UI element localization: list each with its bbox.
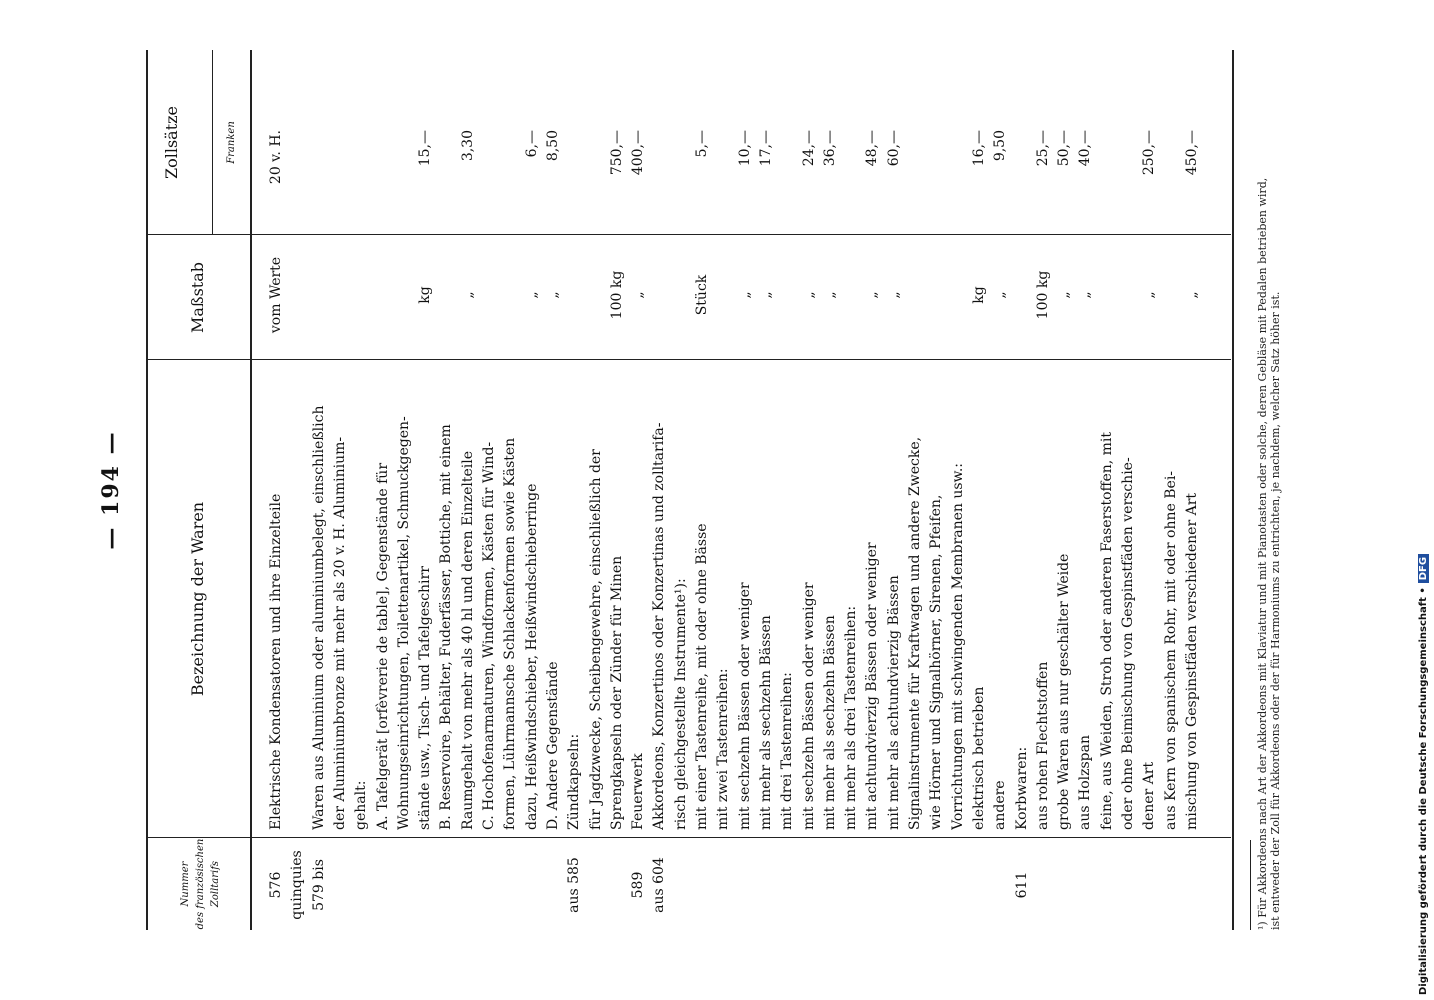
footnote	[1256, 50, 1282, 930]
row-unit: 100 kg	[608, 270, 625, 320]
header-nummer: Nummer des französischen Zolltarifs	[180, 838, 221, 930]
row-description: grobe Waren aus nur geschälter Weide	[1056, 553, 1073, 830]
top-rule	[146, 50, 148, 930]
row-description: risch gleichgestellte Instrumente¹):	[672, 578, 689, 830]
table-row	[630, 50, 648, 930]
row-unit: „	[1077, 291, 1094, 299]
row-description: Feuerwerk	[630, 753, 647, 830]
row-description: für Jagdzwecke, Scheibengewehre, einschließlich der	[587, 449, 604, 830]
table-row	[1014, 50, 1032, 930]
table-row	[566, 50, 584, 930]
table-row	[438, 50, 456, 930]
row-number: 589	[630, 871, 647, 899]
row-description: mit mehr als sechzehn Bässen	[821, 615, 838, 830]
table-row	[737, 50, 755, 930]
table-row	[886, 50, 904, 930]
footnote-rule	[1250, 840, 1251, 930]
row-unit: „	[523, 291, 540, 299]
table-row	[311, 50, 329, 930]
table-row	[843, 50, 861, 930]
row-description: mit achtundvierzig Bässen oder weniger	[864, 542, 881, 830]
row-description: gehalt:	[353, 780, 370, 830]
row-unit: „	[544, 291, 561, 299]
row-description: Akkordeons, Konzertinos oder Konzertinas und zolltarifa-	[651, 422, 668, 830]
row-rate: 25,—	[1034, 130, 1051, 167]
table-row	[715, 50, 733, 930]
row-rate: 36,—	[821, 130, 838, 167]
page-number: — 194 —	[98, 430, 124, 550]
row-number: quinquies	[289, 850, 306, 920]
row-description: mit mehr als drei Tastenreihen:	[843, 605, 860, 830]
row-unit: vom Werte	[268, 256, 284, 334]
table-row	[694, 50, 712, 930]
table-row	[375, 50, 393, 930]
header-franken: Franken	[226, 121, 237, 164]
row-rate: 10,—	[736, 130, 753, 167]
row-rate: 60,—	[885, 130, 902, 167]
table-row	[1163, 50, 1181, 930]
row-description: mit drei Tastenreihen:	[779, 672, 796, 830]
header-massstab: Maßstab	[188, 261, 207, 334]
table-row	[609, 50, 627, 930]
row-unit: „	[821, 291, 838, 299]
row-rate: 6,—	[523, 130, 540, 158]
table-row	[417, 50, 435, 930]
row-description: stände usw., Tisch- und Tafelgeschirr	[417, 566, 434, 830]
row-description: dazu, Heißwindschieber, Heißwindschieberringe	[523, 483, 540, 830]
table-row	[481, 50, 499, 930]
row-number: 611	[1013, 871, 1030, 899]
row-unit: „	[459, 291, 476, 299]
table-row	[1056, 50, 1074, 930]
row-unit: „	[1141, 291, 1158, 299]
table-row	[1141, 50, 1159, 930]
row-description: Vorrichtungen mit schwingenden Membranen usw.:	[949, 462, 966, 830]
row-description: mit sechzehn Bässen oder weniger	[800, 582, 817, 830]
table-row	[1099, 50, 1117, 930]
row-unit: „	[1183, 291, 1200, 299]
table-row	[673, 50, 691, 930]
rotated-page	[100, 50, 1300, 930]
row-unit: „	[992, 291, 1009, 299]
row-unit: kg	[970, 286, 987, 304]
row-description: aus Holzspan	[1077, 735, 1094, 830]
row-rate: 24,—	[800, 130, 817, 167]
row-unit: „	[736, 291, 753, 299]
row-description: C. Hochofenarmaturen, Windformen, Kästen für Wind-	[481, 441, 497, 830]
table-row	[460, 50, 478, 930]
table-row	[268, 50, 286, 930]
row-rate: 750,—	[608, 130, 625, 176]
table-row	[822, 50, 840, 930]
table-row	[801, 50, 819, 930]
table-row	[332, 50, 350, 930]
row-rate: 250,—	[1141, 130, 1158, 176]
bottom-rule	[1232, 50, 1234, 930]
table-row	[1184, 50, 1202, 930]
row-description: Elektrische Kondensatoren und ihre Einzelteile	[268, 493, 284, 830]
row-unit: „	[885, 291, 902, 299]
row-number: aus 604	[651, 857, 668, 913]
row-rate: 450,—	[1183, 130, 1200, 176]
table-row	[1035, 50, 1053, 930]
row-rate: 8,50	[544, 130, 561, 162]
row-unit: „	[757, 291, 774, 299]
dfg-logo: DFG	[1418, 554, 1429, 583]
row-description: mit zwei Tastenreihen:	[715, 668, 732, 830]
table-row	[545, 50, 563, 930]
table-row	[502, 50, 520, 930]
row-description: mit mehr als achtundvierzig Bässen	[885, 575, 902, 830]
row-description: Raumgehalt von mehr als 40 hl und deren Einzelteile	[459, 451, 476, 830]
row-description: mischung von Gespinstfäden verschiedener Art	[1183, 492, 1200, 830]
row-description: mit einer Tastenreihe, mit oder ohne Bässe	[694, 523, 710, 830]
row-rate: 20 v. H.	[268, 130, 284, 185]
row-description: der Aluminiumbronze mit mehr als 20 v. H. Aluminium-	[331, 436, 348, 830]
table-row	[971, 50, 989, 930]
table-row	[651, 50, 669, 930]
row-description: Waren aus Aluminium oder aluminiumbelegt, einschließlich	[310, 405, 327, 830]
row-number: aus 585	[566, 857, 583, 913]
footnote-line-1: ¹) Für Akkordeons nach Art der Akkordeons mit Klaviatur und mit Pianotasten oder solche, deren Gebläse mit Pedalen betrieben wird,	[1256, 177, 1269, 930]
row-description: Sprengkapseln oder Zünder für Minen	[608, 555, 625, 830]
table-row	[1120, 50, 1138, 930]
row-rate: 50,—	[1056, 130, 1073, 167]
table-row	[353, 50, 371, 930]
row-description: Korbwaren:	[1013, 746, 1030, 830]
table-row	[396, 50, 414, 930]
table-row	[950, 50, 968, 930]
row-unit: „	[1056, 291, 1073, 299]
row-description: andere	[992, 780, 1009, 830]
row-rate: 48,—	[864, 130, 881, 167]
zollsaetze-subrule	[212, 50, 213, 235]
row-description: B. Reservoire, Behälter, Fuderfässer, Bottiche, mit einem	[438, 424, 455, 830]
row-description: Signalinstrumente für Kraftwagen und andere Zwecke,	[907, 436, 923, 830]
row-description: aus Kern von spanischem Rohr, mit oder ohne Bei-	[1162, 470, 1179, 830]
row-description: oder ohne Beimischung von Gespinstfäden verschie-	[1120, 457, 1136, 830]
row-unit: kg	[417, 286, 434, 304]
table-row	[907, 50, 925, 930]
row-rate: 9,50	[992, 130, 1009, 162]
row-rate: 15,—	[417, 130, 434, 167]
table-row	[758, 50, 776, 930]
row-description: elektrisch betrieben	[970, 686, 987, 830]
row-description: wie Hörner und Signalhörner, Sirenen, Pfeifen,	[928, 494, 945, 830]
footnote-line-2: ist entweder der Zoll für Akkordeons oder der für Harmoniums zu entrichten, je nachdem, welcher Satz höher ist.	[1269, 291, 1282, 930]
row-description: mit mehr als sechzehn Bässen	[757, 615, 774, 830]
row-description: A. Tafelgerät [orfèvrerie de table], Gegenstände für	[374, 462, 391, 830]
table-row	[928, 50, 946, 930]
header-zollsaetze: Zollsätze	[162, 105, 181, 180]
row-description: Zündkapseln:	[566, 733, 583, 830]
row-unit: Stück	[694, 274, 710, 316]
digitization-credit	[1418, 554, 1429, 995]
row-unit: 100 kg	[1034, 270, 1051, 320]
row-unit: „	[630, 291, 647, 299]
header-bezeichnung: Bezeichnung der Waren	[188, 501, 207, 697]
row-number: 579 bis	[310, 859, 327, 911]
table-row	[524, 50, 542, 930]
table-row	[779, 50, 797, 930]
table-row	[864, 50, 882, 930]
table-row	[1077, 50, 1095, 930]
row-description: D. Andere Gegenstände	[544, 661, 561, 830]
row-rate: 5,—	[694, 130, 710, 158]
row-description: formen, Lührmannsche Schlackenformen sowie Kästen	[502, 437, 519, 830]
row-rate: 400,—	[630, 130, 647, 176]
row-rate: 40,—	[1077, 130, 1094, 167]
row-description: aus rohen Flechtstoffen	[1034, 661, 1051, 830]
row-description: Wohnungseinrichtungen, Toilettenartikel, Schmuckgegen-	[395, 416, 412, 830]
table-row	[588, 50, 606, 930]
row-rate: 17,—	[757, 130, 774, 167]
row-number: 576	[268, 871, 284, 899]
table-row	[992, 50, 1010, 930]
row-description: mit sechzehn Bässen oder weniger	[736, 582, 753, 830]
row-description: feine, aus Weiden, Stroh oder anderen Faserstoffen, mit	[1098, 431, 1115, 830]
table-row	[289, 50, 307, 930]
header-bottom-rule	[250, 50, 252, 930]
row-unit: „	[800, 291, 817, 299]
credit-text: Digitalisierung gefördert durch die Deutsche Forschungsgemeinschaft •	[1418, 587, 1429, 995]
row-unit: „	[864, 291, 881, 299]
row-description: dener Art	[1141, 761, 1158, 830]
row-rate: 16,—	[970, 130, 987, 167]
row-rate: 3,30	[459, 130, 476, 162]
